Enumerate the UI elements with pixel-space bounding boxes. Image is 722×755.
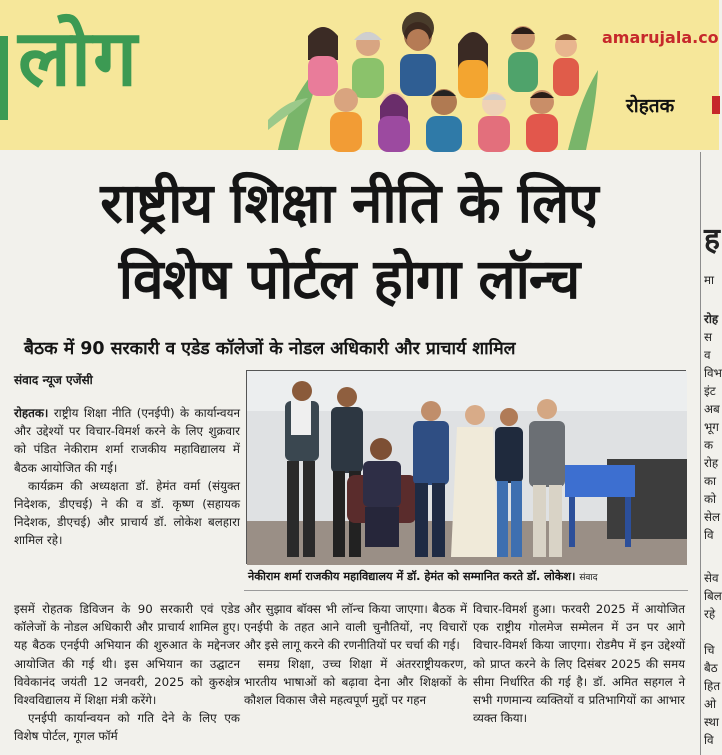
edition-city: रोहतक xyxy=(626,95,675,117)
article-headline xyxy=(14,165,684,317)
person-5 xyxy=(451,405,499,557)
caption-rule xyxy=(244,590,688,591)
adjacent-fragment-text: व xyxy=(704,348,711,362)
adjacent-fragment-text: मा xyxy=(704,273,715,287)
adjacent-fragment-text: अब xyxy=(704,402,720,416)
photo-caption xyxy=(248,569,688,584)
paragraph-1 xyxy=(14,404,240,477)
adjacent-fragment-text: रोह xyxy=(704,312,719,326)
adjacent-fragment-text: बैठ xyxy=(704,661,718,675)
adjacent-fragment-text: भूग xyxy=(704,420,719,434)
paragraph-7: विचार-विमर्श हुआ। फरवरी 2025 में आयोजित एक राष्ट्रीय गोलमेज सम्मेलन में उन पर आगे विचार-विमर्श किया जाएगा। रोडमैप में इन उद्देश्यों को प्राप्त करने के लिए दिसंबर 2025 की समय सीमा निर्धारित की गई है। डॉ. अमित सहगल ने सभी गणमान्य व्यक्तियों व प्रतिभागियों का आभार व्यक्त किया। xyxy=(473,602,685,726)
edition-marker xyxy=(712,96,720,114)
article-column-1-top xyxy=(14,404,240,550)
adjacent-fragment-text: ओ xyxy=(704,697,717,711)
people-illustration xyxy=(268,0,600,150)
dateline: रोहतक। xyxy=(14,406,49,420)
column-divider xyxy=(700,152,701,755)
article-column-2 xyxy=(244,600,467,709)
paragraph-1-text: राष्ट्रीय शिक्षा नीति (एनईपी) के कार्यान्वयन और उद्देश्यों पर विचार-विमर्श करने के लिए शुक्रवार को पंडित नेकीराम शर्मा राजकीय महाविद्यालय में बैठक आयोजित की गई। xyxy=(14,406,240,475)
section-title: लोग xyxy=(18,14,140,104)
adjacent-fragment-text: वि xyxy=(704,528,714,542)
headline-line-1: राष्ट्रीय शिक्षा नीति के लिए xyxy=(100,171,598,235)
photo-caption-text: नेकीराम शर्मा राजकीय महाविद्यालय में डॉ. हेमंत को सम्मानित करते डॉ. लोकेश। xyxy=(248,570,576,583)
adjacent-fragment-text: क xyxy=(704,438,714,452)
paragraph-4: एनईपी कार्यान्वयन को गति देने के लिए एक विशेष पोर्टल, गूगल फॉर्म xyxy=(14,711,240,744)
adjacent-fragment-text: सेव xyxy=(704,571,719,585)
paragraph-3: इसमें रोहतक डिविजन के 90 सरकारी एवं एडेड कॉलेजों के नोडल अधिकारी और प्राचार्य शामिल हुए। यह बैठक एनईपी अभियान की शुरुआत के मद्देनजर आयोजित की गई थी। इस अभियान का उद्घाटन विवेकानंद जयंती 12 जनवरी, 2025 को कुरुक्षेत्र विश्वविद्यालय में शिक्षा मंत्री करेंगे। xyxy=(14,602,240,708)
adjacent-fragment-text: बिल xyxy=(704,589,722,603)
adjacent-fragment-text: रोह xyxy=(704,456,719,470)
article-column-3 xyxy=(473,600,685,727)
adjacent-fragment-text: इंट xyxy=(704,384,716,398)
article-column-1-bottom xyxy=(14,600,240,746)
article-subheadline: बैठक में 90 सरकारी व एडेड कॉलेजों के नोडल अधिकारी और प्राचार्य शामिल xyxy=(24,339,516,359)
article-byline: संवाद न्यूज एजेंसी xyxy=(14,373,93,387)
masthead-accent-bar xyxy=(0,36,8,120)
adjacent-fragment-text: को xyxy=(704,492,717,506)
photo-credit: संवाद xyxy=(579,573,598,583)
article-photo xyxy=(246,370,686,564)
adjacent-fragment-text: स xyxy=(704,330,712,344)
adjacent-fragment-text: वि xyxy=(704,733,714,747)
photo-scene xyxy=(247,371,687,565)
adjacent-fragment-text: का xyxy=(704,474,717,488)
adjacent-fragment-text: हित xyxy=(704,679,721,693)
adjacent-fragment-text: चि xyxy=(704,643,715,657)
adjacent-fragment-text: रहे xyxy=(704,607,716,621)
adjacent-fragment-text: विभ xyxy=(704,366,722,380)
paragraph-2: कार्यक्रम की अध्यक्षता डॉ. हेमंत वर्मा (संयुक्त निदेशक, डीएचई) ने की व डॉ. कृष्ण (सहायक निदेशक, डीएचई) और प्राचार्य डॉ. लोकेश बलहारा शामिल रहे। xyxy=(14,478,240,548)
adjacent-fragment-text: सेल xyxy=(704,510,720,524)
site-name: amarujala.co xyxy=(602,28,719,47)
paragraph-5: और सुझाव बॉक्स भी लॉन्च किया जाएगा। बैठक में एनईपी के तहत आने वाली चुनौतियों, नए विचारों और इसे लागू करने की रणनीतियों पर चर्चा की गई। xyxy=(244,602,467,653)
adjacent-fragment-text: स्था xyxy=(704,715,719,729)
paragraph-6: समग्र शिक्षा, उच्च शिक्षा में अंतरराष्ट्रीयकरण, भारतीय भाषाओं को बढ़ावा देना और शिक्षकों के कौशल विकास जैसे महत्वपूर्ण मुद्दों पर गहन xyxy=(244,656,467,708)
headline-line-2: विशेष पोर्टल होगा लॉन्च xyxy=(118,247,580,311)
section-masthead xyxy=(0,0,719,150)
adjacent-fragment-text: ह xyxy=(704,222,720,257)
